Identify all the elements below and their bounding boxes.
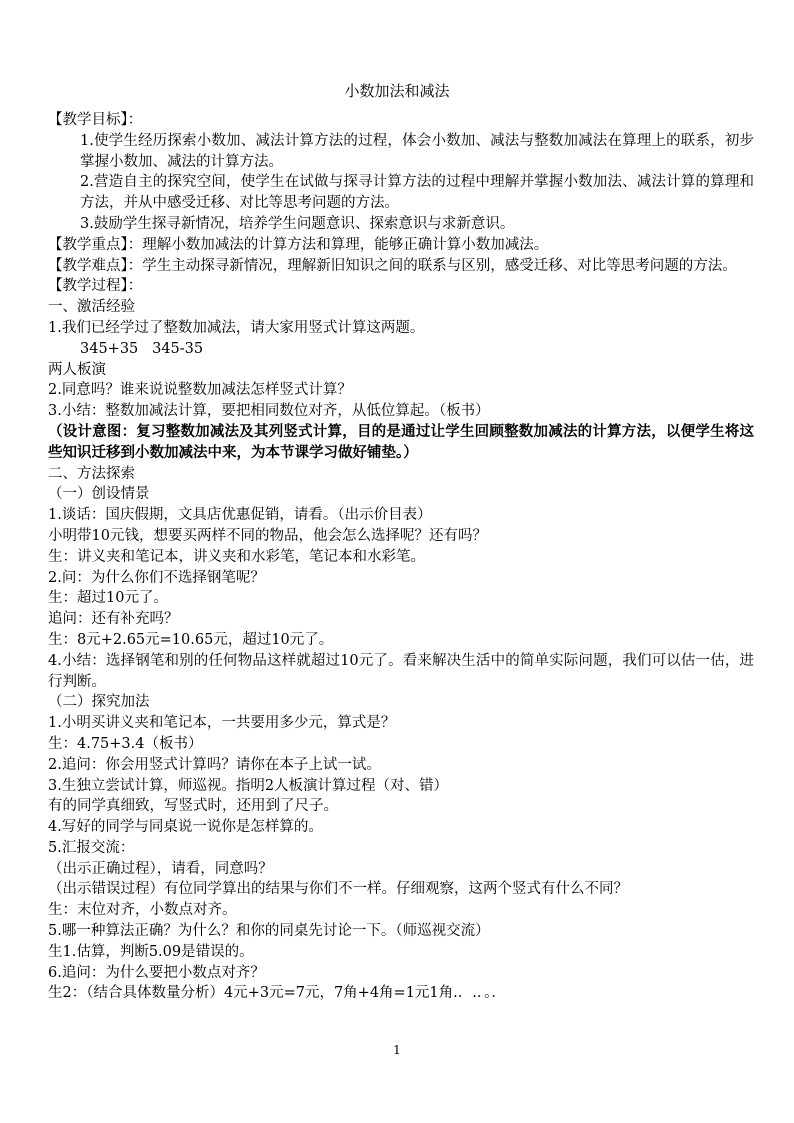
text-line: 5.哪一种算法正确？为什么？和你的同桌先讨论一下。（师巡视交流） xyxy=(48,923,490,940)
text-line: 6.追问：为什么要把小数点对齐？ xyxy=(48,964,265,981)
part-1-heading: 一、激活经验 xyxy=(48,299,135,316)
section-heading-process: 【教学过程】： xyxy=(48,278,143,295)
text-line: 1.小明买讲义夹和笔记本，一共要用多少元，算式是？ xyxy=(48,715,396,732)
text-line: 3.小结：整数加减法计算，要把相同数位对齐，从低位算起。（板书） xyxy=(48,403,490,420)
text-line: 生：4.75+3.4（板书） xyxy=(48,735,203,752)
text-line: 2.同意吗？谁来说说整数加减法怎样竖式计算？ xyxy=(48,382,352,399)
text-line: 2.追问：你会用竖式计算吗？请你在本子上试一试。 xyxy=(48,756,381,773)
text-line: 3.生独立尝试计算，师巡视。指明2人板演计算过程（对、错） xyxy=(48,777,449,794)
objective-2: 2.营造自主的探究空间，使学生在试做与探寻计算方法的过程中理解并掌握小数加法、减法计算的算理和方法，并从中感受迁移、对比等思考问题的方法。 xyxy=(80,174,754,212)
text-line: 1.我们已经学过了整数加减法，请大家用竖式计算这两题。 xyxy=(48,319,425,336)
text-line: 生：末位对齐，小数点对齐。 xyxy=(48,902,237,919)
text-line: 4.写好的同学与同桌说一说你是怎样算的。 xyxy=(48,819,323,836)
text-paragraph: 4.小结：选择钢笔和别的任何物品这样就超过10元了。看来解决生活中的简单实际问题，我们可以估一估，进行判断。 xyxy=(48,652,754,690)
text-line: （出示正确过程），请看，同意吗？ xyxy=(48,860,273,877)
key-point: 【教学重点】：理解小数加减法的计算方法和算理，能够正确计算小数加减法。 xyxy=(48,236,549,253)
text-line: 2.问：为什么你们不选择钢笔呢？ xyxy=(48,569,265,586)
text-line: 生：8元+2.65元=10.65元，超过10元了。 xyxy=(48,631,334,648)
text-line: 小明带10元钱，想要买两样不同的物品，他会怎么选择呢？还有吗？ xyxy=(48,527,487,544)
subsection-heading: （一）创设情景 xyxy=(48,486,150,503)
page-number: 1 xyxy=(393,1043,401,1057)
text-line: 1.谈话：国庆假期，文具店优惠促销，请看。（出示价目表） xyxy=(48,507,432,524)
text-line: 5.汇报交流： xyxy=(48,839,135,856)
text-line: 有的同学真细致，写竖式时，还用到了尺子。 xyxy=(48,798,338,815)
objective-3: 3.鼓励学生探寻新情况，培养学生问题意识、探索意识与求新意识。 xyxy=(80,215,515,232)
text-line: 追问：还有补充吗？ xyxy=(48,611,179,628)
design-intent: （设计意图：复习整数加减法及其列竖式计算，目的是通过让学生回顾整数加减法的计算方法，以便学生将这些知识迁移到小数加减法中来，为本节课学习做好铺垫。） xyxy=(48,422,754,461)
objective-1: 1.使学生经历探索小数加、减法计算方法的过程，体会小数加、减法与整数加减法在算理上的联系，初步掌握小数加、减法的计算方法。 xyxy=(80,132,754,170)
section-heading-objectives: 【教学目标】： xyxy=(48,112,143,128)
text-line: 生1.估算，判断5.09是错误的。 xyxy=(48,943,254,960)
text-line: 生2：（结合具体数量分析）4元+3元=7元，7角+4角=1元1角.．.．。． xyxy=(48,985,506,1002)
document-body xyxy=(48,110,754,1004)
text-line: 生：讲义夹和笔记本，讲义夹和水彩笔，笔记本和水彩笔。 xyxy=(48,548,425,565)
difficult-point: 【教学难点】：学生主动探寻新情况，理解新旧知识之间的联系与区别，感受迁移、对比等思考问题的方法。 xyxy=(48,257,737,274)
text-line: 两人板演 xyxy=(48,361,106,378)
text-line: 生：超过10元了。 xyxy=(48,590,168,607)
equations: 345+35 345-35 xyxy=(80,340,204,357)
page-title: 小数加法和减法 xyxy=(344,82,450,100)
part-2-heading: 二、方法探索 xyxy=(48,465,135,482)
text-line: （出示错误过程）有位同学算出的结果与你们不一样。仔细观察，这两个竖式有什么不同？ xyxy=(48,881,628,898)
subsection-heading: （二）探究加法 xyxy=(48,694,150,711)
